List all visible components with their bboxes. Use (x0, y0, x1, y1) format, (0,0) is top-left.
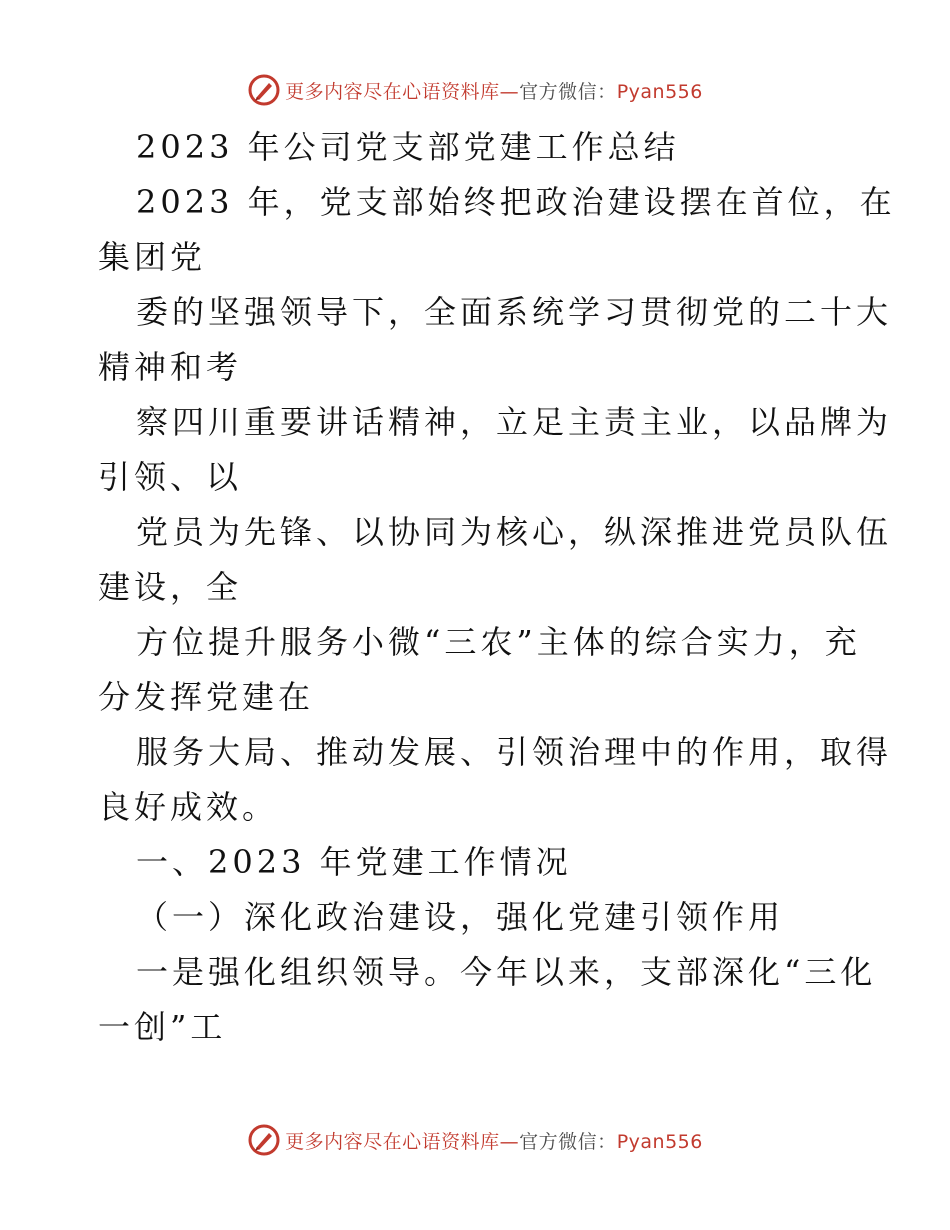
header-watermark (0, 70, 950, 110)
paragraph-line: 服务大局、推动发展、引领治理中的作用，取得 (136, 733, 893, 771)
pen-logo-icon (247, 73, 281, 107)
subsection-heading: （一）深化政治建设，强化党建引领作用 (136, 898, 785, 936)
paragraph-line: 党员为先锋、以协同为核心，纵深推进党员队伍 (136, 513, 893, 551)
watermark-text: 更多内容尽在心语资料库—官方微信：Pyan556 (285, 1130, 703, 1153)
paragraph-line: 建设，全 (98, 568, 243, 606)
paragraph-line: 引领、以 (98, 458, 243, 496)
document-title: 2023 年公司党支部党建工作总结 (136, 128, 680, 166)
paragraph-line: 方位提升服务小微“三农”主体的综合实力，充 (136, 623, 861, 661)
paragraph-line: 一是强化组织领导。今年以来，支部深化“三化 (136, 953, 877, 991)
footer-watermark (0, 1120, 950, 1160)
section-heading: 一、2023 年党建工作情况 (136, 843, 572, 881)
paragraph-line: 集团党 (98, 238, 207, 276)
paragraph-line: 察四川重要讲话精神，立足主责主业，以品牌为 (136, 403, 893, 441)
paragraph-line: 分发挥党建在 (98, 678, 315, 716)
paragraph-line: 委的坚强领导下，全面系统学习贯彻党的二十大 (136, 293, 893, 331)
paragraph-line: 2023 年，党支部始终把政治建设摆在首位，在 (136, 183, 896, 221)
paragraph-line: 良好成效。 (98, 788, 279, 826)
watermark-text: 更多内容尽在心语资料库—官方微信：Pyan556 (285, 80, 703, 103)
paragraph-line: 精神和考 (98, 348, 243, 386)
document-body (98, 120, 896, 1055)
pen-logo-icon (247, 1123, 281, 1157)
paragraph-line: 一创”工 (98, 1008, 227, 1046)
